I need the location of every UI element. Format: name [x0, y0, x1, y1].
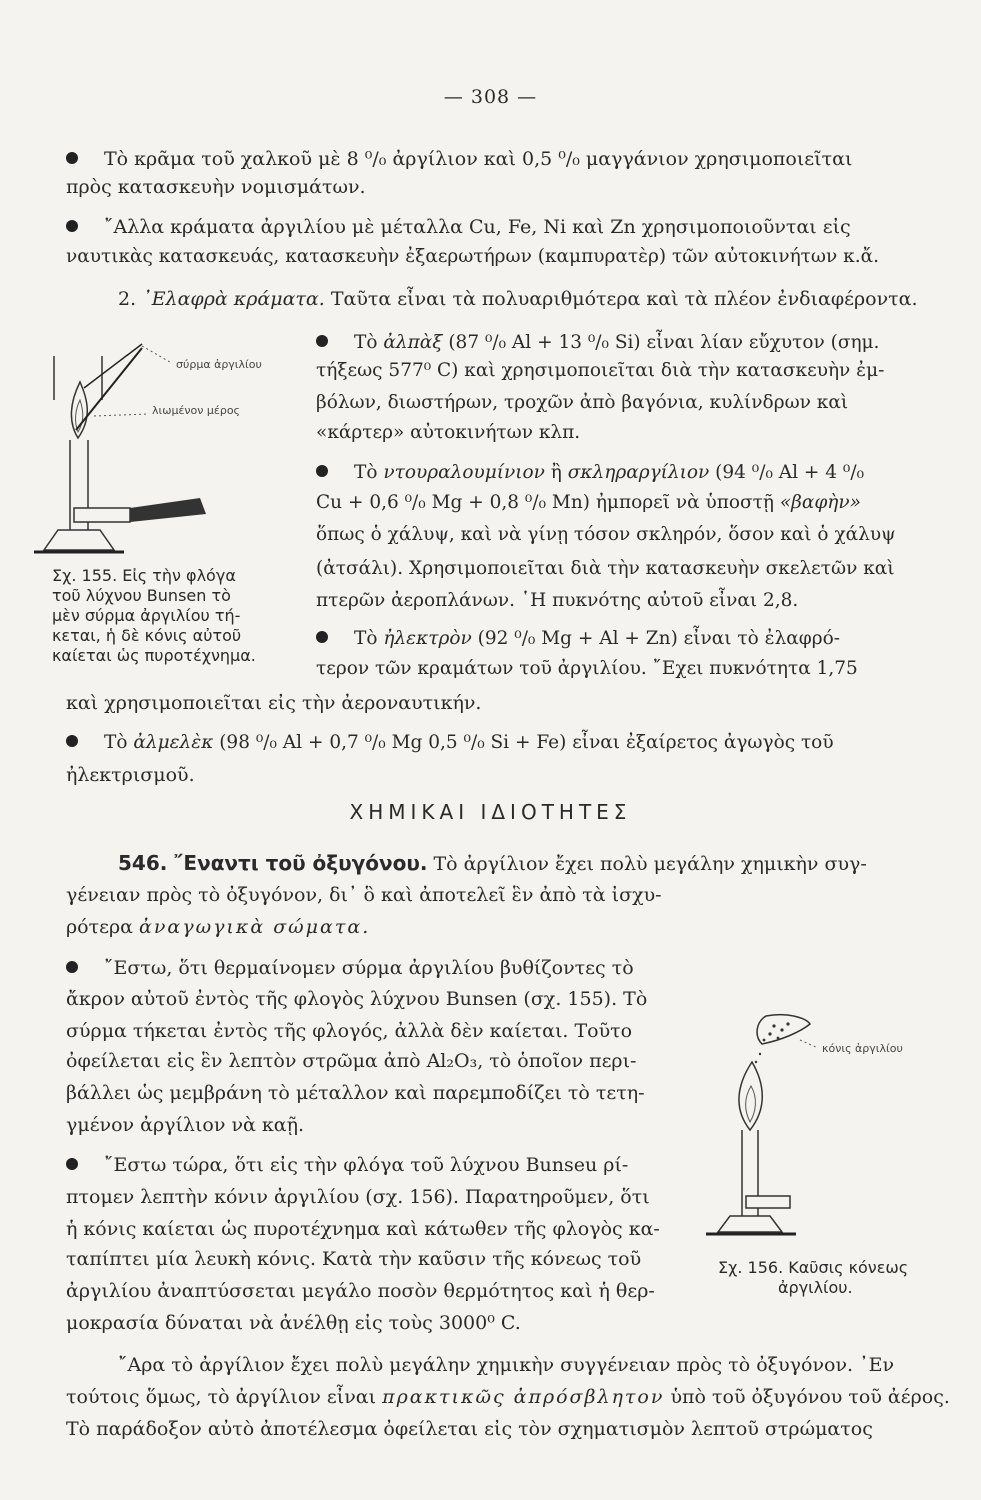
paragraph-alpax: Τὸ ἀλπὰξ (87 ⁰/₀ Al + 13 ⁰/₀ Si) εἶναι λίαν εὔχυτον (σημ.	[316, 330, 879, 356]
text-line: τήξεως 577⁰ C) καὶ χρησιμοποιεῖται διὰ τὴν κατασκευὴν ἐμ-	[316, 360, 885, 381]
text-line: ναυτικὰς κατασκευάς, κατασκευὴν ἐξαερωτήρων (καμπυρατὲρ) τῶν αὐτοκινήτων κ.ἄ.	[66, 246, 879, 267]
bullet-icon	[316, 465, 328, 477]
text-line: ταπίπτει μία λευκὴ κόνις. Κατὰ τὴν καῦσιν τῆς κόνεως τοῦ	[66, 1248, 642, 1270]
text-line: γμένον ἀργίλιον νὰ καῇ.	[66, 1114, 305, 1136]
bullet-icon	[66, 1158, 78, 1170]
text-line: ἄκρον αὐτοῦ ἐντὸς τῆς φλογὸς λύχνου Bunsen (σχ. 155). Τὸ	[66, 988, 648, 1010]
text-line: καὶ χρησιμοποιεῖται εἰς τὴν ἀεροναυτικήν.	[66, 692, 482, 714]
text-line: βάλλει ὡς μεμβράνη τὸ μέταλλον καὶ παρεμποδίζει τὸ τετη-	[66, 1082, 645, 1104]
bullet-icon	[316, 335, 328, 347]
text-line: πτερῶν ἀεροπλάνων. ῾Η πυκνότης αὐτοῦ εἶναι 2,8.	[316, 590, 799, 611]
paragraph-wire-experiment: ῎Εστω, ὅτι θερμαίνομεν σύρμα ἀργιλίου βυθίζοντες τὸ	[66, 955, 634, 981]
text-line: ἀργιλίου ἀναπτύσσεται μεγάλο ποσὸν θερμότητος καὶ ἡ θερ-	[66, 1280, 655, 1302]
paragraph-other-alloys: ῎Αλλα κράματα ἀργιλίου μὲ μέταλλα Cu, Fe, Ni καὶ Zn χρησιμοποιοῦνται εἰς	[66, 214, 851, 240]
bullet-icon	[316, 631, 328, 643]
text-line: «κάρτερ» αὐτοκινήτων κλπ.	[316, 422, 581, 443]
page-number: — 308 —	[443, 86, 538, 108]
text-line: πρὸς κατασκευὴν νομισμάτων.	[66, 176, 366, 198]
bullet-icon	[66, 735, 78, 747]
text-line: ῎Αρα τὸ ἀργίλιον ἔχει πολὺ μεγάλην χημικὴν συγγένειαν πρὸς τὸ ὀξυγόνον. ᾿Εν	[118, 1354, 895, 1376]
bullet-icon	[66, 220, 78, 232]
text-line: τερον τῶν κραμάτων τοῦ ἀργιλίου. ῎Εχει πυκνότητα 1,75	[316, 658, 858, 679]
text-line: σύρμα τήκεται ἐντὸς τῆς φλογός, ἀλλὰ δὲν καίεται. Τοῦτο	[66, 1020, 633, 1042]
label-aluminum-wire: σύρμα ἀργιλίου	[176, 358, 262, 371]
text-line: ἠλεκτρισμοῦ.	[66, 764, 195, 786]
paragraph-powder-experiment: ῎Εστω τώρα, ὅτι εἰς τὴν φλόγα τοῦ λύχνου Bunseu ρί-	[66, 1152, 628, 1178]
text-line: ὅπως ὁ χάλυψ, καὶ νὰ γίνῃ τόσον σκληρόν, ὅσον καὶ ὁ χάλυψ	[316, 524, 896, 545]
paragraph-duralumin: Τὸ ντουραλουμίνιον ἢ σκληραργίλιον (94 ⁰/₀ Al + 4 ⁰/₀	[316, 460, 864, 486]
paragraph-almelec: Τὸ ἀλμελὲκ (98 ⁰/₀ Al + 0,7 ⁰/₀ Mg 0,5 ⁰/₀ Si + Fe) εἶναι ἐξαίρετος ἀγωγὸς τοῦ	[66, 730, 834, 756]
text-line: μοκρασία δύναται νὰ ἀνέλθῃ εἰς τοὺς 3000⁰ C.	[66, 1312, 521, 1334]
section-title: ῎Εναντι τοῦ ὀξυγόνου.	[173, 851, 428, 875]
label-aluminum-powder: κόνις ἀργιλίου	[822, 1042, 903, 1055]
section-heading: ΧΗΜΙΚΑΙ ΙΔΙΟΤΗΤΕΣ	[349, 800, 632, 824]
text-line: πτομεν λεπτὴν κόνιν ἀργιλίου (σχ. 156). Παρατηροῦμεν, ὅτι	[66, 1186, 650, 1208]
label-molten-part: λιωμένον μέρος	[152, 404, 241, 417]
text-line: τούτοις ὅμως, τὸ ἀργίλιον εἶναι πρακτικῶς ἀπρόσβλητον ὑπὸ τοῦ ὀξυγόνου τοῦ ἀέρος.	[66, 1386, 950, 1408]
subsection-title: ᾿Ελαφρὰ κράματα.	[142, 288, 325, 310]
text-line: (ἀτσάλι). Χρησιμοποιεῖται διὰ τὴν κατασκευὴν σκελετῶν καὶ	[316, 558, 895, 579]
text-line: ἡ κόνις καίεται ὡς πυροτέχνημα καὶ κάτωθεν τῆς φλογὸς κα-	[66, 1218, 660, 1240]
subsection-light-alloys: 2. ᾿Ελαφρὰ κράματα. Ταῦτα εἶναι τὰ πολυαριθμότερα καὶ τὰ πλέον ἐνδιαφέροντα.	[118, 288, 918, 310]
bullet-icon	[66, 961, 78, 973]
section-546: 546. ῎Εναντι τοῦ ὀξυγόνου. Τὸ ἀργίλιον ἔχει πολὺ μεγάλην χημικὴν συγ-	[118, 851, 867, 875]
figure-156-powder-burning	[700, 1010, 820, 1240]
caption-fig-155: Σχ. 155. Εἰς τὴν φλόγα τοῦ λύχνου Bunsen τὸ μὲν σύρμα ἀργιλίου τή- κεται, ἡ δὲ κόνις αὐτοῦ καίεται ὡς πυροτέχνημα.	[52, 566, 256, 665]
text-line: γένειαν πρὸς τὸ ὀξυγόνον, δι᾿ ὃ καὶ ἀποτελεῖ ἓν ἀπὸ τὰ ἰσχυ-	[66, 884, 662, 906]
paragraph-electron: Τὸ ἠλεκτρὸν (92 ⁰/₀ Mg + Al + Zn) εἶναι τὸ ἐλαφρό-	[316, 626, 840, 652]
bullet-icon	[66, 152, 78, 164]
text-line: ὀφείλεται εἰς ἓν λεπτὸν στρῶμα ἀπὸ Al₂O₃, τὸ ὁποῖον περι-	[66, 1050, 637, 1072]
text-line: βόλων, διωστήρων, τροχῶν ἀπὸ βαγόνια, κυλίνδρων καὶ	[316, 392, 849, 413]
paragraph-copper-alloy: Τὸ κρᾶμα τοῦ χαλκοῦ μὲ 8 ⁰/₀ ἀργίλιον καὶ 0,5 ⁰/₀ μαγγάνιον χρησιμοποιεῖται	[66, 146, 852, 172]
text-line: ρότερα ἀναγωγικὰ σώματα.	[66, 916, 371, 938]
text-line: Cu + 0,6 ⁰/₀ Mg + 0,8 ⁰/₀ Mn) ἠμπορεῖ νὰ ὑποστῇ «βαφὴν»	[316, 492, 861, 513]
caption-fig-156: Σχ. 156. Καῦσις κόνεως ἀργιλίου.	[718, 1258, 909, 1297]
text-line: Τὸ παράδοξον αὐτὸ ἀποτέλεσμα ὀφείλεται εἰς τὸν σχηματισμὸν λεπτοῦ στρώματος	[66, 1418, 873, 1440]
figure-155-bunsen-burner	[30, 330, 310, 570]
